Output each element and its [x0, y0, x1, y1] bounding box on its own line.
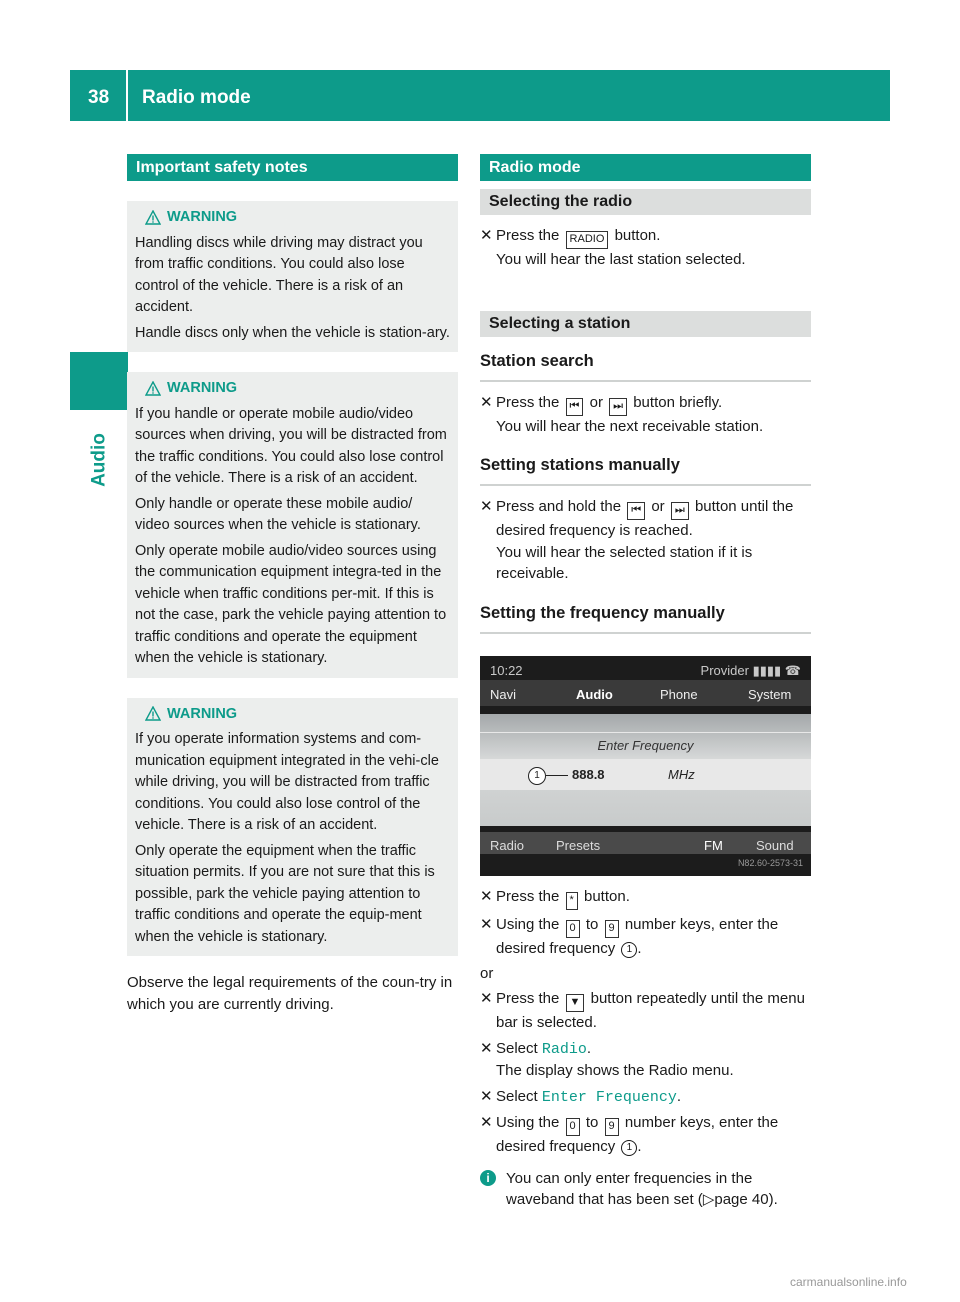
star-key-icon: * [566, 892, 578, 910]
header-separator [126, 70, 128, 121]
section-title-safety: Important safety notes [127, 154, 458, 181]
page-header [70, 70, 890, 121]
frequency-value: 888.8 [572, 766, 605, 782]
warning-text: Only operate the equipment when the traffic situation permits. If you are not sure that this is possible, park the vehicle paying attention to traffic conditions and operate the equip-ment when the vehicle is stationary. [135, 842, 435, 945]
section-title-radio: Radio mode [480, 154, 811, 181]
right-column [480, 154, 811, 1211]
down-key-icon: ▼ [566, 994, 585, 1012]
skip-back-key-icon: ⏮ [627, 502, 645, 520]
display-menu-bar: Navi Audio Phone System [480, 680, 811, 706]
side-tab-label: Audio [88, 433, 110, 487]
number-key-0-icon: 0 [566, 1118, 580, 1136]
page-number: 38 [88, 87, 110, 108]
number-key-9-icon: 9 [605, 1118, 619, 1136]
instruction-step: ✕ Press and hold the ⏮ or ⏭ button until the desired frequency is reached. You will hear the selected station if it is receivable. [480, 496, 811, 585]
instruction-step: ✕ Select Radio. The display shows the Radio menu. [480, 1038, 811, 1082]
warning-text: Handle discs only when the vehicle is station-ary. [135, 324, 450, 341]
warning-text: If you operate information systems and com-munication equipment integrated in the vehi-cle while driving, you will be distracted from traffic conditions. You could also lose control of the vehicle. There is a risk of an accident. [135, 731, 439, 833]
skip-forward-key-icon: ⏭ [609, 398, 627, 416]
footer-watermark: carmanualsonline.info [790, 1275, 907, 1289]
side-tab [70, 420, 128, 500]
head-unit-display-image [480, 656, 811, 876]
figure-reference: N82.60-2573-31 [737, 857, 803, 868]
warning-text: Only operate mobile audio/video sources using the communication equipment integra-ted in the vehicle when traffic conditions per-mit. If this is not the case, park the vehicle paying attention to traffic conditions and operate the equipment when the vehicle is stationary. [135, 542, 447, 666]
info-note: i You can only enter frequencies in the waveband that has been set (▷page 40). [480, 1168, 811, 1211]
left-column [127, 154, 458, 1015]
instruction-step: ✕ Using the 0 to 9 number keys, enter the desired frequency 1 . [480, 914, 811, 960]
heading-station-search: Station search [480, 351, 811, 382]
warning-title: WARNING [145, 378, 450, 400]
step-marker-icon: ✕ [480, 990, 493, 1007]
step-marker-icon: ✕ [480, 887, 493, 905]
warning-triangle-icon [145, 706, 161, 722]
number-key-0-icon: 0 [566, 920, 580, 938]
or-separator: or [480, 965, 494, 982]
menu-item-enter-frequency: Enter Frequency [541, 1088, 677, 1106]
step-marker-icon: ✕ [480, 1114, 493, 1131]
step-marker-icon: ✕ [480, 393, 493, 411]
subsection-selecting-radio: Selecting the radio [480, 189, 811, 215]
warning-text: Handling discs while driving may distract you from traffic conditions. You could also lose control of the vehicle. There is a risk of an accident. [135, 234, 423, 315]
skip-back-key-icon: ⏮ [566, 398, 584, 416]
callout-ref: 1 [621, 1140, 637, 1156]
info-icon: i [480, 1170, 496, 1186]
frequency-entry-row [480, 760, 811, 790]
warning-box-1 [127, 201, 458, 352]
instruction-step: ✕ Press the RADIO button. You will hear the last station selected. [480, 225, 811, 271]
side-tab-marker [70, 352, 128, 410]
menu-item-radio: Radio [541, 1040, 587, 1058]
number-key-9-icon: 9 [605, 920, 619, 938]
warning-triangle-icon [145, 210, 161, 226]
instruction-step: ✕ Press the ⏮ or ⏭ button briefly. You will hear the next receivable station. [480, 392, 811, 438]
display-bottom-bar: Radio Presets FM Sound [480, 832, 811, 854]
radio-key-icon: RADIO [566, 231, 609, 249]
warning-triangle-icon [145, 381, 161, 397]
step-marker-icon: ✕ [480, 1039, 493, 1057]
skip-forward-key-icon: ⏭ [671, 502, 689, 520]
page-reference-link[interactable]: page 40). [714, 1191, 778, 1208]
instruction-step: ✕ Press the * button. [480, 886, 811, 910]
step-marker-icon: ✕ [480, 1087, 493, 1105]
callout-ref: 1 [621, 942, 637, 958]
warning-title: WARNING [145, 704, 450, 726]
heading-frequency-manual: Setting the frequency manually [480, 603, 811, 634]
instruction-step: ✕ Using the 0 to 9 number keys, enter the desired frequency 1 . [480, 1112, 811, 1158]
warning-box-3 [127, 698, 458, 957]
instruction-step: ✕ Press the ▼ button repeatedly until the menu bar is selected. [480, 988, 811, 1034]
warning-text: Only handle or operate these mobile audio/ video sources when the vehicle is stationary. [135, 495, 421, 533]
warning-title: WARNING [145, 207, 450, 229]
warning-text: If you handle or operate mobile audio/video sources when driving, you will be distracted from the traffic conditions. You could also lose control of the vehicle. There is a risk of an accident. [135, 405, 447, 486]
display-status-bar: 10:22 Provider ▮▮▮▮ ☎ [490, 662, 801, 678]
frequency-unit: MHz [668, 766, 695, 782]
chapter-title: Radio mode [142, 87, 251, 108]
step-marker-icon: ✕ [480, 227, 493, 244]
display-frequency-panel [480, 714, 811, 826]
instruction-step: ✕ Select Enter Frequency. [480, 1086, 811, 1109]
page-ref-arrow-icon: ▷ [702, 1191, 715, 1208]
legal-note: Observe the legal requirements of the coun-try in which you are currently driving. [127, 974, 453, 1013]
enter-frequency-label: Enter Frequency [480, 732, 811, 760]
callout-marker: 1 [528, 767, 546, 785]
warning-box-2 [127, 372, 458, 678]
step-marker-icon: ✕ [480, 915, 493, 933]
heading-manual-stations: Setting stations manually [480, 455, 811, 486]
step-marker-icon: ✕ [480, 498, 493, 515]
subsection-selecting-station: Selecting a station [480, 311, 811, 337]
